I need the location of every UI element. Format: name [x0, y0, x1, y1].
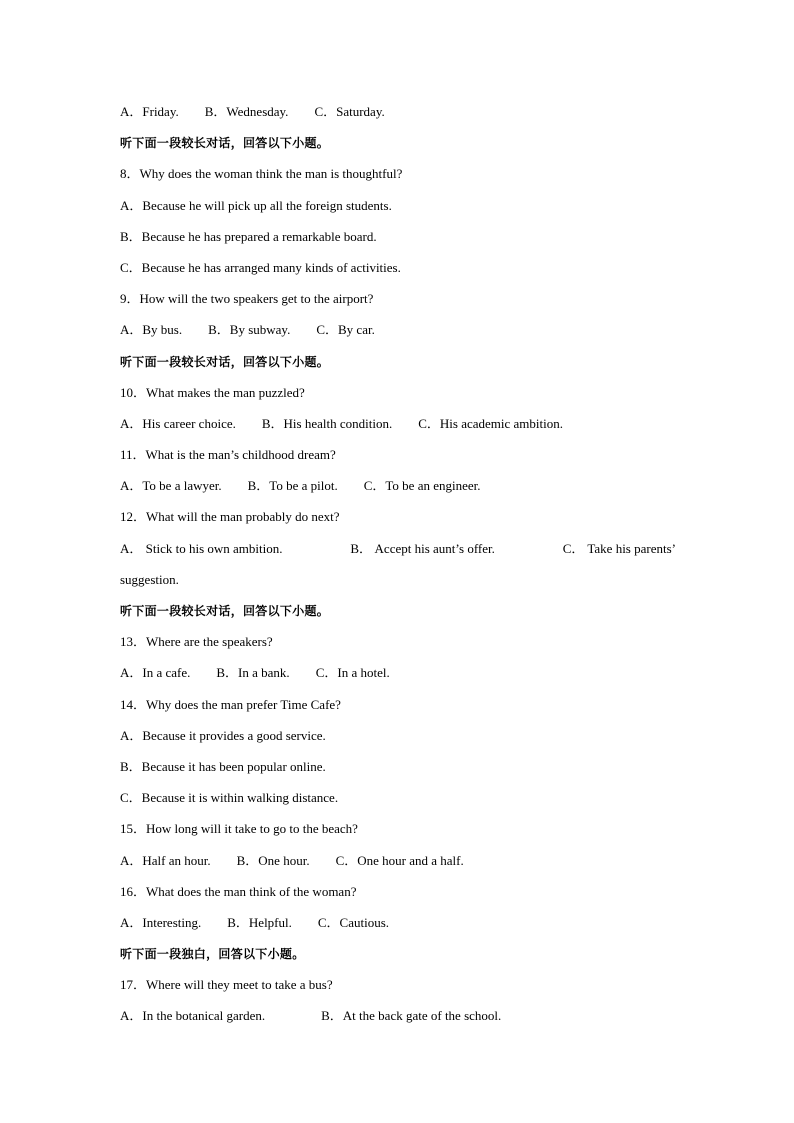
option-b: B．Because it has been popular online. — [120, 758, 326, 774]
option-c: C．One hour and a half. — [335, 852, 464, 868]
options-row-q7 — [120, 102, 680, 133]
section-heading: 听下面一段独白，回答以下小题。 — [120, 947, 305, 962]
options-row-q15 — [120, 851, 680, 882]
option-b: B．Wednesday. — [204, 104, 289, 119]
option-c: C．In a hotel. — [315, 665, 390, 681]
option-a: A．Friday. — [120, 104, 179, 119]
option-c: C． Take his parents’ — [562, 540, 676, 556]
option-b: B．In a bank. — [216, 665, 290, 681]
option-a: A．By bus. — [120, 322, 183, 338]
options-row-q16 — [120, 913, 680, 944]
option-b: B．His health condition. — [261, 415, 393, 431]
options-row-q13 — [120, 663, 680, 694]
option-b: B．Helpful. — [227, 914, 292, 930]
exam-page — [120, 102, 680, 1038]
question-12: 12．What will the man probably do next? — [120, 509, 340, 525]
question-15: 15．How long will it take to go to the beach? — [120, 821, 358, 837]
question-16: 16．What does the man think of the woman? — [120, 883, 357, 899]
question-10: 10．What makes the man puzzled? — [120, 384, 305, 400]
option-c: C．Because it is within walking distance. — [120, 790, 339, 806]
section-heading: 听下面一段较长对话，回答以下小题。 — [120, 354, 330, 369]
option-b: B．To be a pilot. — [247, 478, 338, 494]
options-row-q11 — [120, 476, 680, 507]
option-a: A．To be a lawyer. — [120, 478, 222, 494]
option-a: A．His career choice. — [120, 415, 236, 431]
option-b: B． Accept his aunt’s offer. — [350, 540, 495, 556]
option-a: A．Because it provides a good service. — [120, 727, 326, 743]
option-c: C．His academic ambition. — [418, 415, 563, 431]
option-a: A．In the botanical garden. — [120, 1008, 266, 1024]
option-a: A．In a cafe. — [120, 665, 191, 681]
option-a: A． Stick to his own ambition. — [120, 540, 283, 556]
option-b: B．At the back gate of the school. — [321, 1008, 502, 1024]
options-row-q17 — [120, 1006, 680, 1037]
option-a: A．Because he will pick up all the foreign students. — [120, 197, 392, 213]
option-c: C．By car. — [316, 322, 375, 338]
option-a: A．Half an hour. — [120, 852, 211, 868]
option-c-continued: suggestion. — [120, 571, 179, 587]
question-14: 14．Why does the man prefer Time Cafe? — [120, 696, 341, 712]
option-c: C．Saturday. — [314, 104, 385, 119]
section-heading: 听下面一段较长对话，回答以下小题。 — [120, 604, 330, 618]
option-c: C．To be an engineer. — [363, 478, 481, 494]
question-11: 11．What is the man’s childhood dream? — [120, 447, 336, 463]
option-b: B．Because he has prepared a remarkable board. — [120, 228, 377, 244]
question-17: 17．Where will they meet to take a bus? — [120, 977, 333, 993]
option-c: C．Cautious. — [317, 914, 390, 930]
options-row-q12 — [120, 539, 676, 570]
option-b: B．One hour. — [236, 852, 310, 868]
option-c: C．Because he has arranged many kinds of activities. — [120, 259, 401, 275]
question-9: 9．How will the two speakers get to the airport? — [120, 291, 374, 307]
option-a: A．Interesting. — [120, 914, 202, 930]
section-heading: 听下面一段较长对话，回答以下小题。 — [120, 136, 330, 151]
options-row-q10 — [120, 414, 680, 445]
question-13: 13．Where are the speakers? — [120, 634, 273, 650]
option-b: B．By subway. — [208, 322, 291, 338]
options-row-q9 — [120, 320, 680, 351]
question-8: 8．Why does the woman think the man is thoughtful? — [120, 166, 403, 182]
